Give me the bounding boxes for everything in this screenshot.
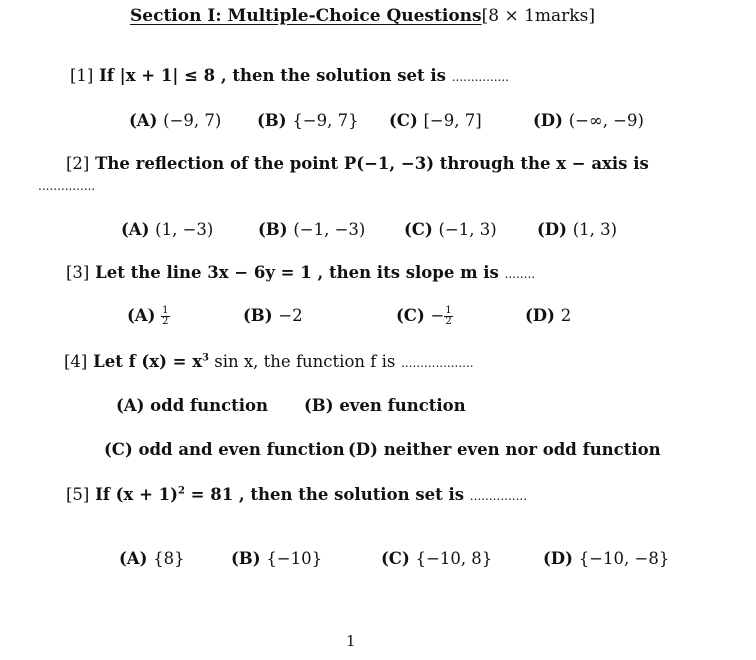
q2-option-b[interactable]: (B) (−1, −3) — [258, 220, 366, 239]
exponent: 2 — [177, 485, 185, 497]
q3-option-b[interactable]: (B) −2 — [243, 306, 303, 325]
q3-option-d[interactable]: (D) 2 — [525, 306, 572, 325]
q5-option-a[interactable]: (A) {8} — [119, 549, 185, 568]
fraction-one-half: $\frac{1}{2}$ — [445, 305, 452, 327]
question-3-number: [3] — [66, 263, 90, 282]
question-4-text-a: Let f (x) = x — [93, 352, 203, 371]
question-2-blank: ............... — [38, 179, 96, 193]
q3-option-a[interactable]: (A) $\frac{1}{2}$ — [127, 305, 169, 327]
q5-option-c[interactable]: (C) {−10, 8} — [381, 549, 493, 568]
section-title-text: Section I: Multiple-Choice Questions — [130, 6, 482, 26]
q4-option-d[interactable]: (D) neither even nor odd function — [348, 440, 661, 459]
question-3-blank: ........ — [504, 267, 536, 281]
question-2-text: The reflection of the point P(−1, −3) through the x − axis is — [95, 154, 649, 173]
q1-option-c[interactable]: (C) [−9, 7] — [389, 111, 482, 130]
question-2 — [66, 154, 649, 173]
question-4 — [64, 352, 474, 371]
question-5-number: [5] — [66, 485, 90, 504]
question-3 — [66, 263, 535, 282]
q4-option-a[interactable]: (A) odd function — [116, 396, 269, 415]
q1-option-a[interactable]: (A) (−9, 7) — [129, 111, 222, 130]
q2-option-c[interactable]: (C) (−1, 3) — [404, 220, 497, 239]
question-5-text-b: = 81 , then the solution set is — [184, 485, 465, 504]
question-1-number: [1] — [70, 66, 94, 85]
section-marks: [8 × 1marks] — [481, 6, 595, 26]
question-5-text-a: If (x + 1) — [95, 485, 178, 504]
question-4-text-b: sin x, the function f is — [209, 352, 396, 371]
q1-option-b[interactable]: (B) {−9, 7} — [257, 111, 359, 130]
question-2-number: [2] — [66, 154, 90, 173]
question-1-text: If |x + 1| ≤ 8 , then the solution set is — [99, 66, 446, 85]
section-title — [130, 6, 595, 26]
question-4-number: [4] — [64, 352, 88, 371]
fraction-one-half: $\frac{1}{2}$ — [162, 305, 169, 327]
q3-option-c[interactable]: (C) − $\frac{1}{2}$ — [396, 305, 452, 327]
question-5 — [66, 485, 527, 504]
exponent: 3 — [202, 352, 210, 364]
question-1 — [70, 66, 509, 85]
page-number: 1 — [346, 632, 356, 650]
q4-option-b[interactable]: (B) even function — [304, 396, 466, 415]
question-1-blank: ............... — [451, 70, 509, 84]
q2-option-a[interactable]: (A) (1, −3) — [121, 220, 214, 239]
question-4-blank: ................... — [401, 356, 474, 370]
q5-option-b[interactable]: (B) {−10} — [231, 549, 323, 568]
question-5-blank: ............... — [469, 489, 528, 503]
question-3-text: Let the line 3x − 6y = 1 , then its slope m is — [95, 263, 499, 282]
q4-option-c[interactable]: (C) odd and even function — [104, 440, 345, 459]
q1-option-d[interactable]: (D) (−∞, −9) — [533, 111, 644, 130]
q5-option-d[interactable]: (D) {−10, −8} — [543, 549, 670, 568]
q2-option-d[interactable]: (D) (1, 3) — [537, 220, 618, 239]
